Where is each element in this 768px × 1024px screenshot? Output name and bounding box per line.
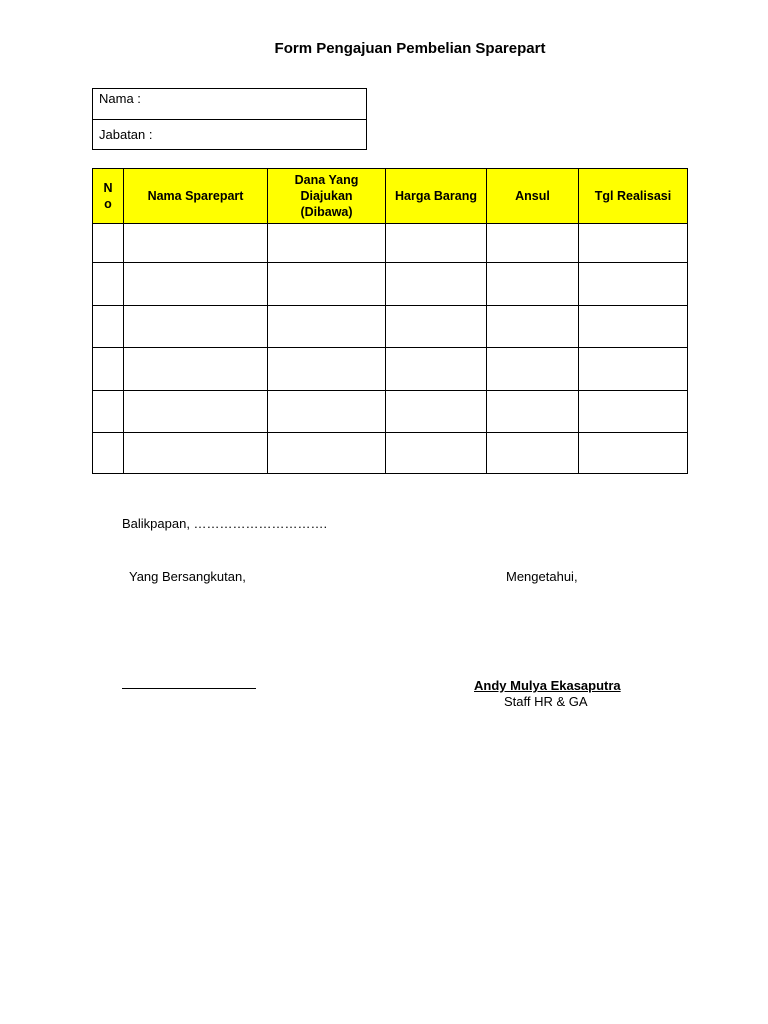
table-cell[interactable]	[487, 391, 579, 433]
table-cell[interactable]	[487, 224, 579, 263]
jabatan-field[interactable]	[93, 120, 366, 151]
table-cell[interactable]	[579, 263, 688, 306]
table-cell[interactable]	[579, 306, 688, 348]
table-cell[interactable]	[579, 348, 688, 391]
table-cell[interactable]	[386, 224, 487, 263]
signature-line	[122, 688, 256, 689]
table-cell[interactable]	[93, 348, 124, 391]
header-no: N o	[93, 169, 124, 224]
table-cell[interactable]	[386, 433, 487, 474]
table-cell[interactable]	[93, 306, 124, 348]
table-cell[interactable]	[93, 263, 124, 306]
header-tgl: Tgl Realisasi	[579, 169, 688, 224]
table-row	[93, 433, 688, 474]
table-cell[interactable]	[93, 224, 124, 263]
table-cell[interactable]	[124, 391, 268, 433]
sparepart-table	[92, 168, 688, 474]
header-ansul: Ansul	[487, 169, 579, 224]
signature-left-label: Yang Bersangkutan,	[129, 569, 246, 584]
table-cell[interactable]	[386, 391, 487, 433]
header-harga: Harga Barang	[386, 169, 487, 224]
table-cell[interactable]	[386, 306, 487, 348]
page-title: Form Pengajuan Pembelian Sparepart	[274, 40, 546, 57]
table-cell[interactable]	[487, 433, 579, 474]
table-cell[interactable]	[386, 348, 487, 391]
table-cell[interactable]	[268, 306, 386, 348]
header-dana: Dana Yang Diajukan (Dibawa)	[268, 169, 386, 224]
table-cell[interactable]	[124, 224, 268, 263]
table-row	[93, 391, 688, 433]
table-cell[interactable]	[124, 348, 268, 391]
info-box	[92, 88, 367, 150]
signer-role: Staff HR & GA	[504, 694, 588, 709]
table-header-row	[93, 169, 688, 224]
table-cell[interactable]	[579, 391, 688, 433]
table-cell[interactable]	[579, 224, 688, 263]
signer-name: Andy Mulya Ekasaputra	[474, 678, 621, 693]
table-cell[interactable]	[487, 263, 579, 306]
table-cell[interactable]	[487, 348, 579, 391]
table-cell[interactable]	[579, 433, 688, 474]
table-row	[93, 263, 688, 306]
table-cell[interactable]	[124, 306, 268, 348]
table-row	[93, 306, 688, 348]
nama-label: Nama :	[99, 91, 141, 106]
jabatan-label: Jabatan :	[99, 127, 153, 142]
table-cell[interactable]	[268, 433, 386, 474]
table-cell[interactable]	[268, 263, 386, 306]
place-date: Balikpapan, ………………………….	[122, 516, 328, 531]
table-row	[93, 224, 688, 263]
table-body	[93, 224, 688, 474]
table-cell[interactable]	[268, 391, 386, 433]
table-cell[interactable]	[268, 224, 386, 263]
table-cell[interactable]	[386, 263, 487, 306]
table-cell[interactable]	[124, 263, 268, 306]
nama-field[interactable]	[93, 89, 366, 120]
table-cell[interactable]	[268, 348, 386, 391]
table-cell[interactable]	[93, 391, 124, 433]
header-nama-sparepart: Nama Sparepart	[124, 169, 268, 224]
table-cell[interactable]	[93, 433, 124, 474]
signature-right-label: Mengetahui,	[506, 569, 578, 584]
table-cell[interactable]	[487, 306, 579, 348]
table-row	[93, 348, 688, 391]
table-cell[interactable]	[124, 433, 268, 474]
